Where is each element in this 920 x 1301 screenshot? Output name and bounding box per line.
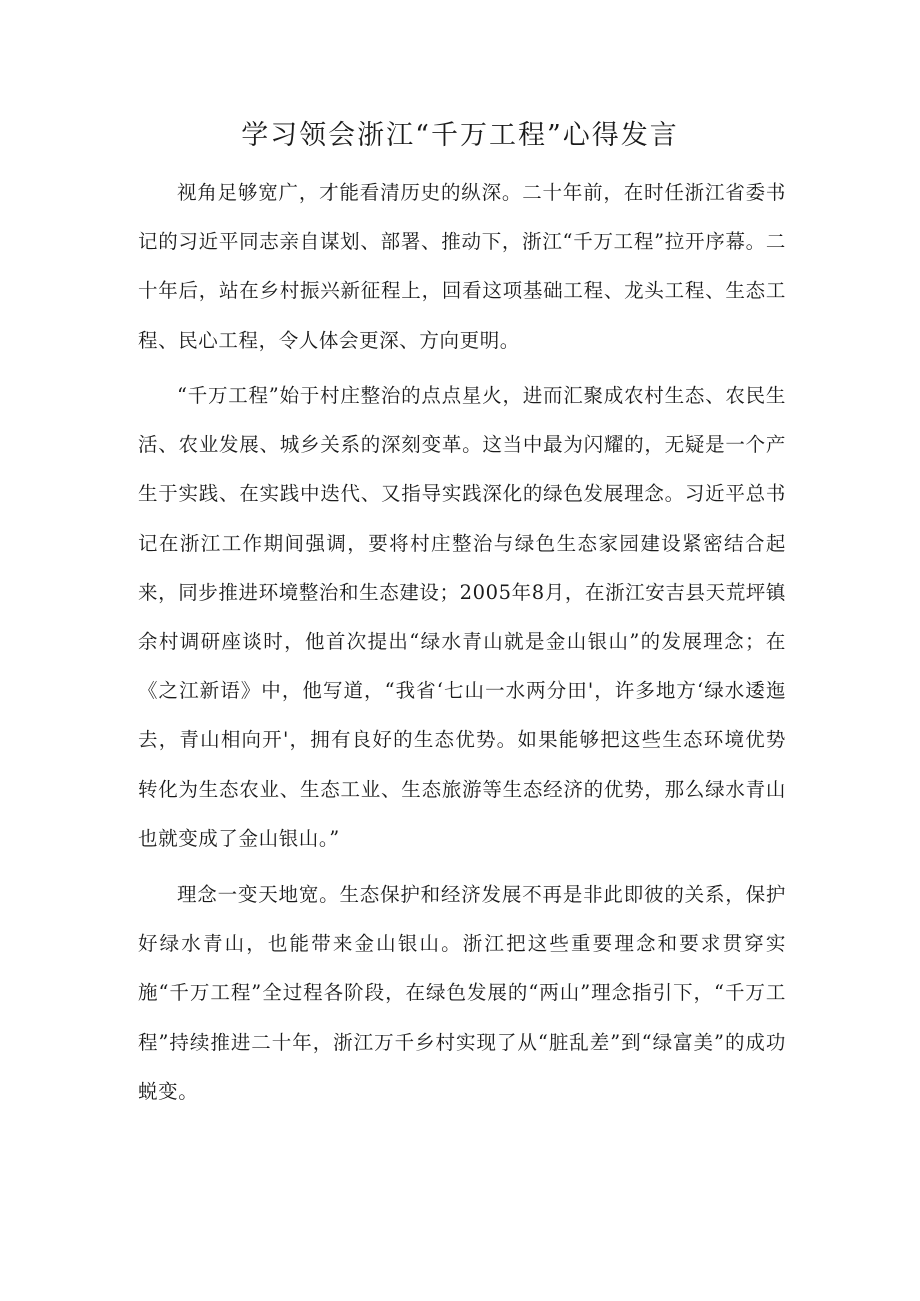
paragraph-2: “千万工程”始于村庄整治的点点星火，进而汇聚成农村生态、农民生活、农业发展、城乡关系的深刻变革。这当中最为闪耀的，无疑是一个产生于实践、在实践中迭代、又指导实践深化的绿色发展理念。习近平总书记在浙江工作期间强调，要将村庄整治与绿色生态家园建设紧密结合起来，同步推进环境整治和生态建设；2005年8月，在浙江安吉县天荒坪镇余村调研座谈时，他首次提出“绿水青山就是金山银山”的发展理念；在《之江新语》中，他写道，“我省‘七山一水两分田'，许多地方‘绿水逶迤去，青山相向开'，拥有良好的生态优势。如果能够把这些生态环境优势转化为生态农业、生态工业、生态旅游等生态经济的优势，那么绿水青山也就变成了金山银山。” bbox=[138, 384, 786, 850]
paragraph-3: 理念一变天地宽。生态保护和经济发展不再是非此即彼的关系，保护好绿水青山，也能带来金山银山。浙江把这些重要理念和要求贯穿实施“千万工程”全过程各阶段，在绿色发展的“两山”理念指引下，“千万工程”持续推进二十年，浙江万千乡村实现了从“脏乱差”到“绿富美”的成功蜕变。 bbox=[138, 883, 786, 1103]
paragraph-1: 视角足够宽广，才能看清历史的纵深。二十年前，在时任浙江省委书记的习近平同志亲自谋划、部署、推动下，浙江“千万工程”拉开序幕。二十年后，站在乡村振兴新征程上，回看这项基础工程、龙头工程、生态工程、民心工程，令人体会更深、方向更明。 bbox=[138, 181, 786, 352]
document-title: 学习领会浙江“千万工程”心得发言 bbox=[241, 120, 679, 151]
